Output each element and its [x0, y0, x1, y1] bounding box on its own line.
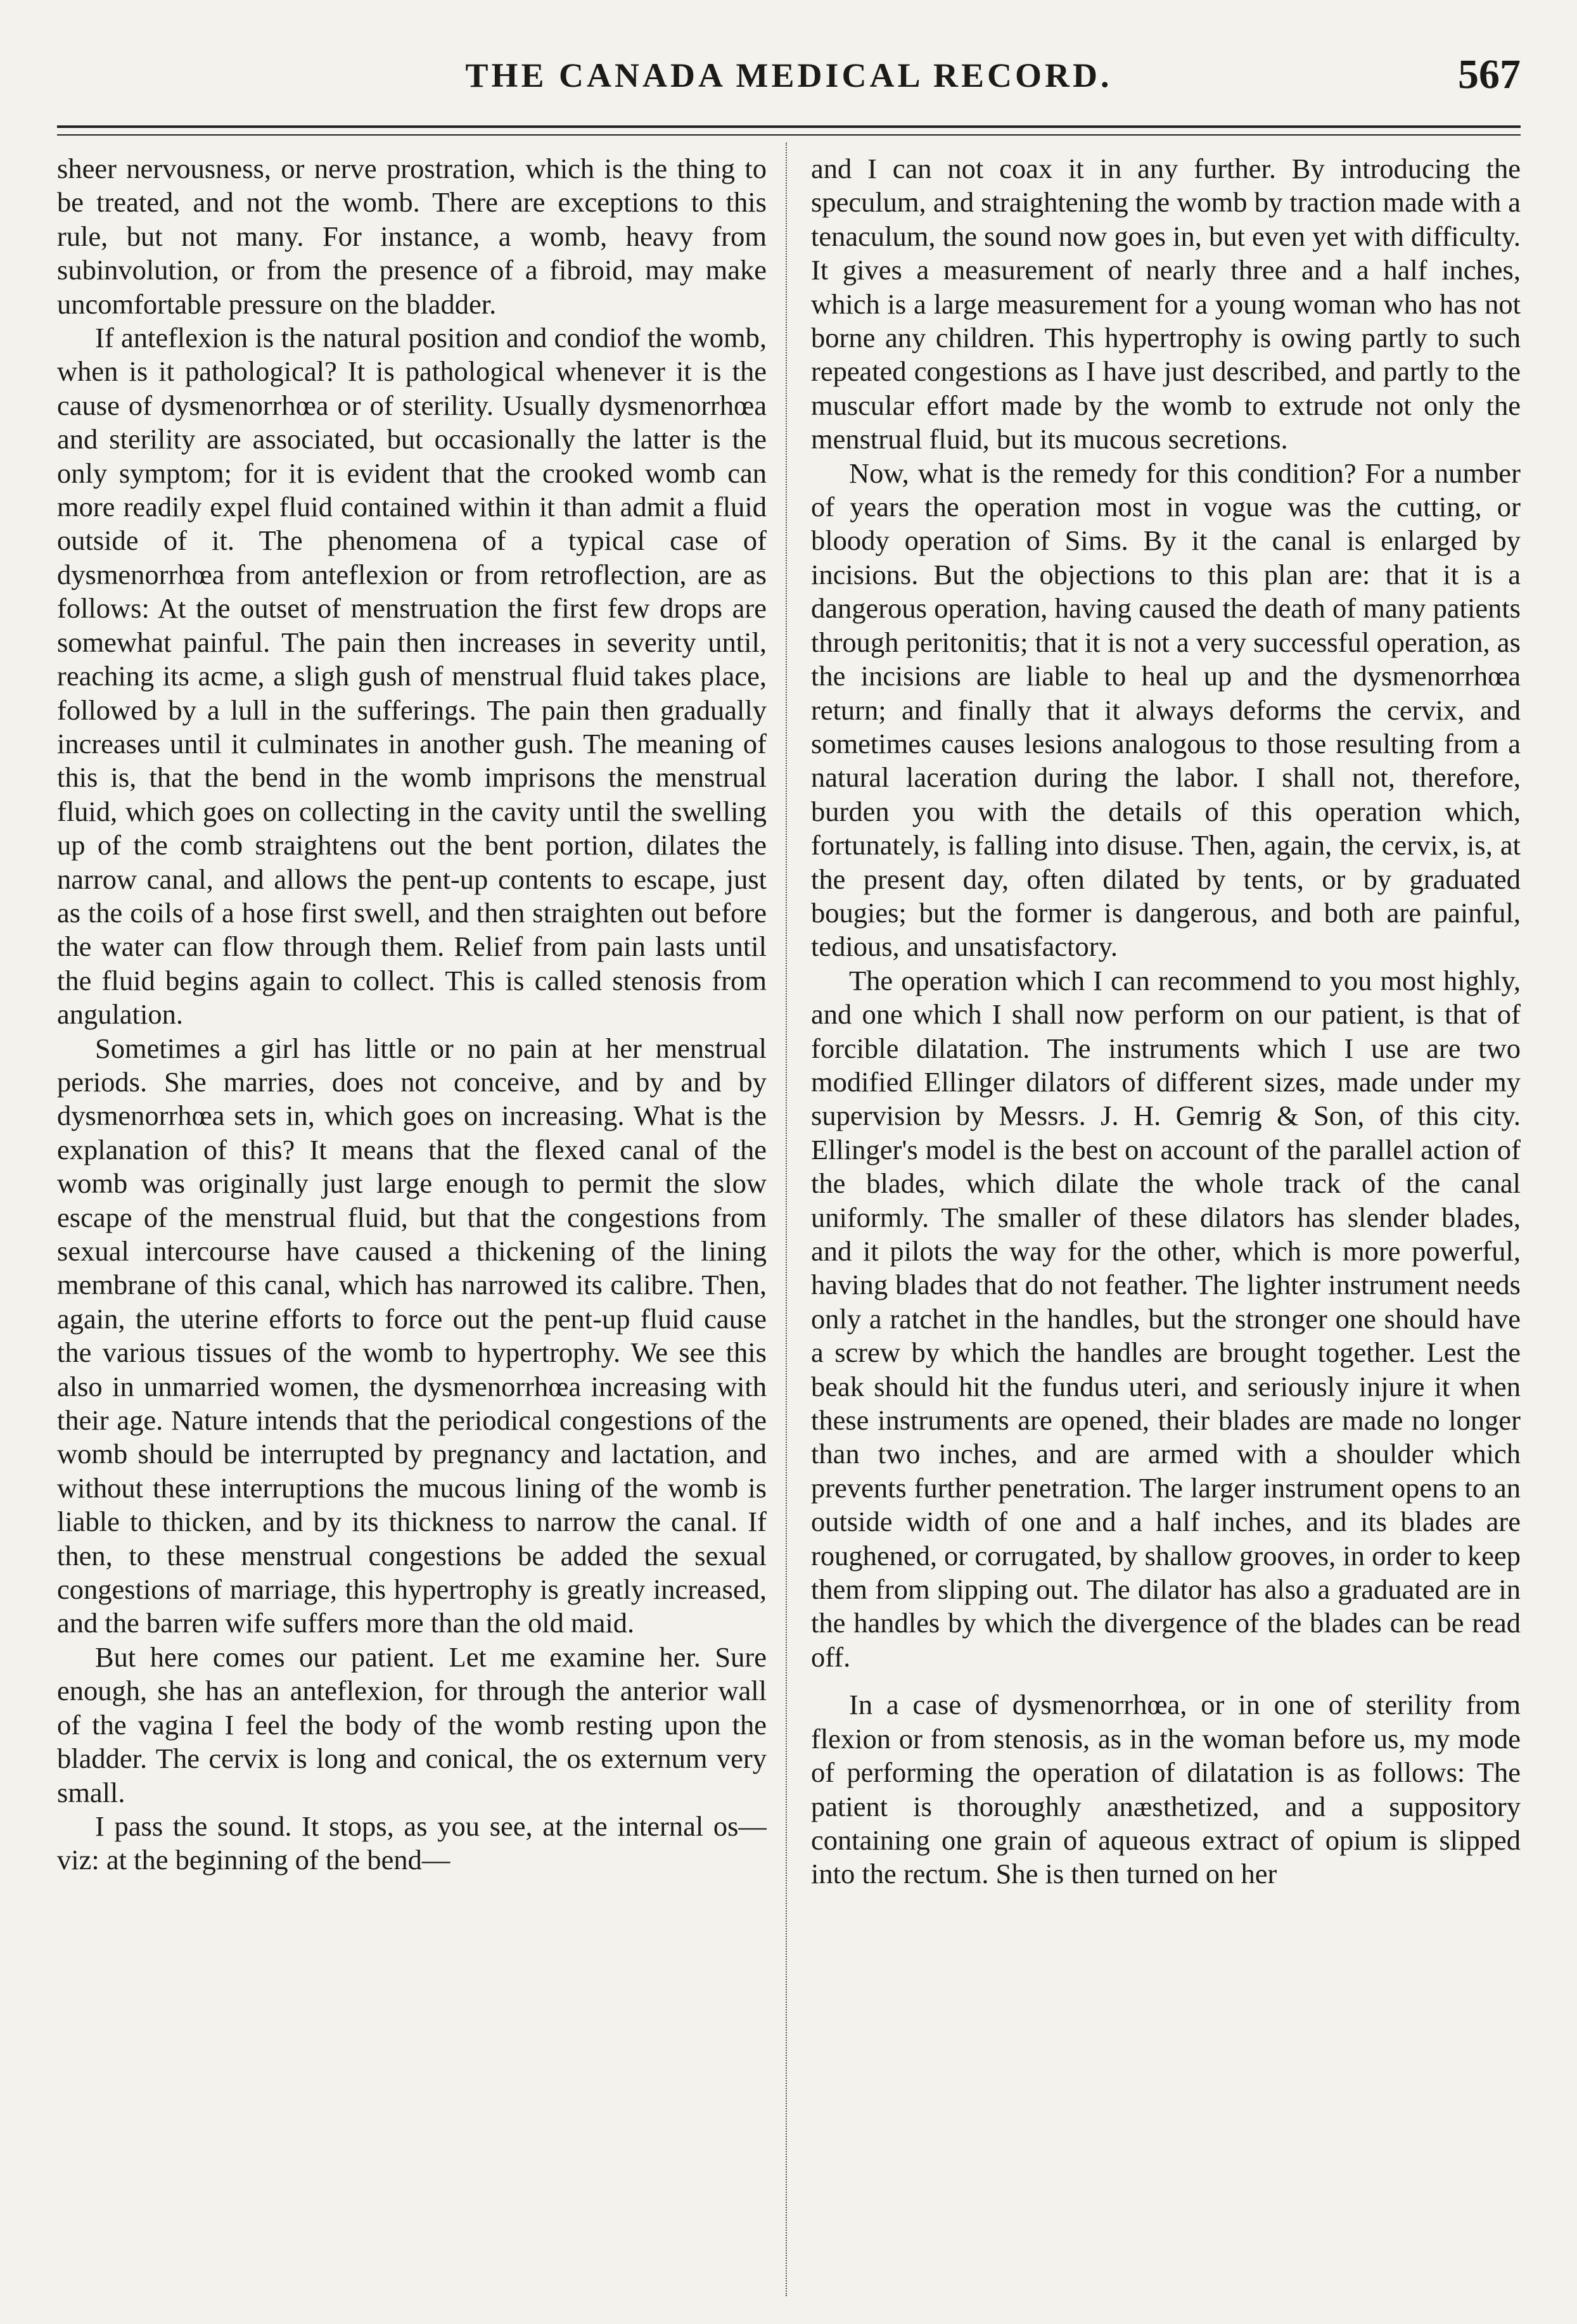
page-header [57, 51, 1521, 119]
right-column [811, 152, 1521, 2299]
header-rule-thin [57, 134, 1521, 136]
paragraph: Now, what is the remedy for this condition? For a number of years the operation most in vogue was the cutting, or bloody operation of Sims. By it the canal is enlarged by incisions. But the objections to this plan are: that it is a dangerous operation, having caused the death of many patients through peritonitis; that it is not a very successful operation, as the incisions are liable to heal up and the dysmenorrhœa return; and finally that it always deforms the cervix, and sometimes causes lesions analogous to those resulting from a natural laceration during the labor. I shall not, therefore, burden you with the details of this operation which, fortunately, is falling into disuse. Then, again, the cervix, is, at the present day, often dilated by tents, or by graduated bougies; but the former is dangerous, and both are painful, tedious, and unsatisfactory. [811, 457, 1521, 963]
running-title: THE CANADA MEDICAL RECORD. [465, 56, 1113, 94]
page-number: 567 [1458, 51, 1521, 98]
paragraph: Sometimes a girl has little or no pain at her menstrual periods. She marries, does not conceive, and by and by dysmenorrhœa sets in, which goes on increasing. What is the explanation of this? It means that the flexed canal of the womb was originally just large enough to permit the slow escape of the menstrual fluid, but that the congestions from sexual intercourse have caused a thickening of the lining membrane of this canal, which has narrowed its calibre. Then, again, the uterine efforts to force out the pent-up fluid cause the various tissues of the womb to hypertrophy. We see this also in unmarried women, the dysmenorrhœa increasing with their age. Nature intends that the periodical congestions of the womb should be interrupted by pregnancy and lactation, and without these interruptions the mucous lining of the womb is liable to thicken, and by its thickness to narrow the canal. If then, to these menstrual congestions be added the sexual congestions of marriage, this hypertrophy is greatly increased, and the barren wife suffers more than the old maid. [57, 1032, 767, 1639]
paragraph: But here comes our patient. Let me examine her. Sure enough, she has an anteflexion, for through the anterior wall of the vagina I feel the body of the womb resting upon the bladder. The cervix is long and conical, the os externum very small. [57, 1641, 767, 1808]
column-divider [786, 143, 787, 2296]
paragraph: If anteflexion is the natural position and condiof the womb, when is it pathological? It is pathological whenever it is the cause of dysmenorrhœa or of sterility. Usually dysmenorrhœa and sterility are associated, but occasionally the latter is the only symptom; for it is evident that the crooked womb can more readily expel fluid contained within it than admit a fluid outside of it. The phenomena of a typical case of dysmenorrhœa from anteflexion or from retroflection, are as follows: At the outset of menstruation the first few drops are somewhat painful. The pain then increases in severity until, reaching its acme, a sligh gush of menstrual fluid takes place, followed by a lull in the sufferings. The pain then gradually increases until it culminates in another gush. The meaning of this is, that the bend in the womb imprisons the menstrual fluid, which goes on collecting in the cavity until the swelling up of the comb straightens out the bent portion, dilates the narrow canal, and allows the pent-up contents to escape, just as the coils of a hose first swell, and then straighten out before the water can flow through them. Relief from pain lasts until the fluid begins again to collect. This is called stenosis from angulation. [57, 322, 767, 1031]
paragraph: The operation which I can recommend to you most highly, and one which I shall now perform on our patient, is that of forcible dilatation. The instruments which I use are two modified Ellinger dilators of different sizes, made under my supervision by Messrs. J. H. Gemrig & Son, of this city. Ellinger's model is the best on account of the parallel action of the blades, which dilate the whole track of the canal uniformly. The smaller of these dilators has slender blades, and it pilots the way for the other, which is more powerful, having blades that do not feather. The lighter instrument needs only a ratchet in the handles, but the stronger one should have a screw by which the handles are brought together. Lest the beak should hit the fundus uteri, and seriously injure it when these instruments are opened, their blades are made no longer than two inches, and are armed with a shoulder which prevents further penetration. The larger instrument opens to an outside width of one and a half inches, and its blades are roughened, or corrugated, by shallow grooves, in order to keep them from slipping out. The dilator has also a graduated are in the handles by which the divergence of the blades can be read off. [811, 964, 1521, 1673]
left-column [57, 152, 767, 2299]
header-rule [57, 125, 1521, 128]
paragraph: In a case of dysmenorrhœa, or in one of sterility from flexion or from stenosis, as in the woman before us, my mode of performing the operation of dilatation is as follows: The patient is thoroughly anæsthetized, and a suppository containing one grain of aqueous extract of opium is slipped into the rectum. She is then turned on her [811, 1689, 1521, 1890]
paragraph: I pass the sound. It stops, as you see, at the internal os—viz: at the beginning of the bend— [57, 1810, 767, 1876]
paragraph: and I can not coax it in any further. By introducing the speculum, and straightening the womb by traction made with a tenaculum, the sound now goes in, but even yet with difficulty. It gives a measurement of nearly three and a half inches, which is a large measurement for a young woman who has not borne any children. This hypertrophy is owing partly to such repeated congestions as I have just described, and partly to the muscular effort made by the womb to extrude not only the menstrual fluid, but its mucous secretions. [811, 153, 1521, 455]
paragraph: sheer nervousness, or nerve prostration, which is the thing to be treated, and not the womb. There are exceptions to this rule, but not many. For instance, a womb, heavy from subinvolution, or from the presence of a fibroid, may make uncomfortable pressure on the bladder. [57, 153, 767, 320]
